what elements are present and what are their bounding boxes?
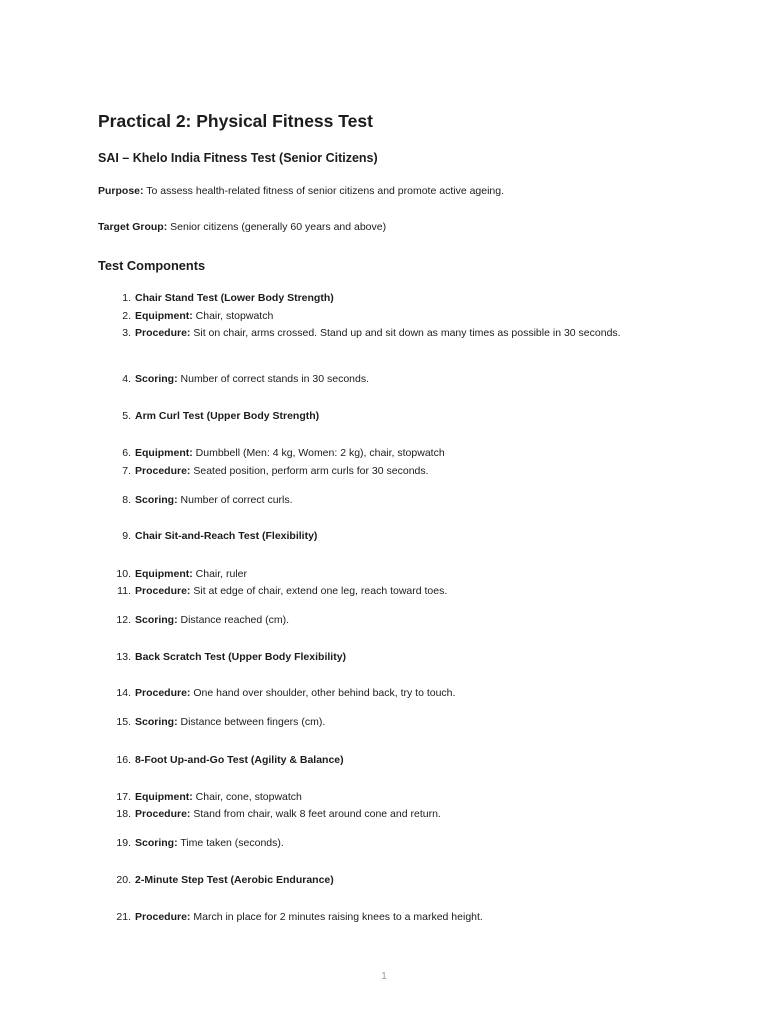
list-item xyxy=(105,528,630,545)
purpose-paragraph xyxy=(98,183,504,200)
item-text: Distance reached (cm). xyxy=(180,614,290,626)
item-number: 9. xyxy=(122,530,131,542)
item-number: 8. xyxy=(122,494,131,506)
list-item xyxy=(105,445,630,462)
list-item xyxy=(105,872,630,889)
item-label: 8-Foot Up-and-Go Test (Agility & Balance) xyxy=(135,754,344,766)
page-title: Practical 2: Physical Fitness Test xyxy=(98,111,373,131)
item-label: Scoring: xyxy=(135,614,178,626)
item-label: Chair Stand Test (Lower Body Strength) xyxy=(135,292,334,304)
test-components-heading: Test Components xyxy=(98,258,206,273)
target-group-label: Target Group: xyxy=(98,221,168,233)
list-item xyxy=(105,371,630,388)
item-label: 2-Minute Step Test (Aerobic Endurance) xyxy=(135,874,334,886)
item-label: Equipment: xyxy=(135,447,193,459)
item-number: 16. xyxy=(116,754,131,766)
item-text: Dumbbell (Men: 4 kg, Women: 2 kg), chair, stopwatch xyxy=(195,447,445,459)
item-number: 7. xyxy=(122,465,131,477)
list-item xyxy=(105,325,630,342)
item-label: Chair Sit-and-Reach Test (Flexibility) xyxy=(135,530,318,542)
list-item xyxy=(105,612,630,629)
list-item xyxy=(105,685,630,702)
item-number: 5. xyxy=(122,410,131,422)
item-label: Equipment: xyxy=(135,568,193,580)
item-number: 10. xyxy=(116,568,131,580)
item-text: Time taken (seconds). xyxy=(180,837,284,849)
list-item xyxy=(105,789,630,806)
list-item xyxy=(105,649,630,666)
list-item xyxy=(105,408,630,425)
list-item xyxy=(105,714,630,731)
list-item xyxy=(105,463,630,480)
item-number: 18. xyxy=(116,808,131,820)
list-item xyxy=(105,492,630,509)
item-label: Scoring: xyxy=(135,494,178,506)
item-number: 4. xyxy=(122,373,131,385)
list-item xyxy=(105,909,630,926)
item-text: Sit on chair, arms crossed. Stand up and sit down as many times as possible in 30 seconds. xyxy=(193,327,621,339)
item-label: Scoring: xyxy=(135,716,178,728)
item-label: Procedure: xyxy=(135,911,191,923)
item-text: Number of correct curls. xyxy=(180,494,293,506)
item-label: Procedure: xyxy=(135,465,191,477)
item-text: Number of correct stands in 30 seconds. xyxy=(180,373,370,385)
list-item xyxy=(105,806,630,823)
item-text: Chair, cone, stopwatch xyxy=(195,791,302,803)
item-text: Chair, ruler xyxy=(195,568,248,580)
item-number: 19. xyxy=(116,837,131,849)
item-label: Procedure: xyxy=(135,327,191,339)
item-text: Seated position, perform arm curls for 30 seconds. xyxy=(193,465,429,477)
item-number: 15. xyxy=(116,716,131,728)
target-group-paragraph xyxy=(98,219,386,236)
item-label: Procedure: xyxy=(135,687,191,699)
item-number: 21. xyxy=(116,911,131,923)
item-text: Sit at edge of chair, extend one leg, reach toward toes. xyxy=(193,585,448,597)
item-label: Equipment: xyxy=(135,310,193,322)
document-subtitle: SAI – Khelo India Fitness Test (Senior Citizens) xyxy=(98,151,378,165)
item-text: Stand from chair, walk 8 feet around cone and return. xyxy=(193,808,441,820)
purpose-text: To assess health-related fitness of senior citizens and promote active ageing. xyxy=(146,185,505,197)
item-number: 11. xyxy=(117,585,131,597)
item-text: One hand over shoulder, other behind back, try to touch. xyxy=(193,687,456,699)
item-number: 6. xyxy=(122,447,131,459)
purpose-label: Purpose: xyxy=(98,185,144,197)
list-item xyxy=(105,566,630,583)
list-item xyxy=(105,752,630,769)
item-text: Distance between fingers (cm). xyxy=(180,716,326,728)
list-item xyxy=(105,290,630,307)
item-label: Procedure: xyxy=(135,585,191,597)
item-number: 12. xyxy=(116,614,131,626)
item-number: 1. xyxy=(122,292,131,304)
list-item xyxy=(105,583,630,600)
list-item xyxy=(105,308,630,325)
item-label: Procedure: xyxy=(135,808,191,820)
item-number: 3. xyxy=(122,327,131,339)
page-number: 1 xyxy=(381,971,387,982)
item-label: Back Scratch Test (Upper Body Flexibility) xyxy=(135,651,347,663)
item-number: 13. xyxy=(116,651,131,663)
item-text: March in place for 2 minutes raising knees to a marked height. xyxy=(193,911,483,923)
item-label: Scoring: xyxy=(135,837,178,849)
item-label: Arm Curl Test (Upper Body Strength) xyxy=(135,410,320,422)
item-label: Equipment: xyxy=(135,791,193,803)
item-number: 17. xyxy=(116,791,131,803)
item-number: 20. xyxy=(116,874,131,886)
list-item xyxy=(105,835,630,852)
item-text: Chair, stopwatch xyxy=(195,310,274,322)
item-label: Scoring: xyxy=(135,373,178,385)
item-number: 2. xyxy=(122,310,131,322)
item-number: 14. xyxy=(116,687,131,699)
target-group-text: Senior citizens (generally 60 years and above) xyxy=(170,221,387,233)
